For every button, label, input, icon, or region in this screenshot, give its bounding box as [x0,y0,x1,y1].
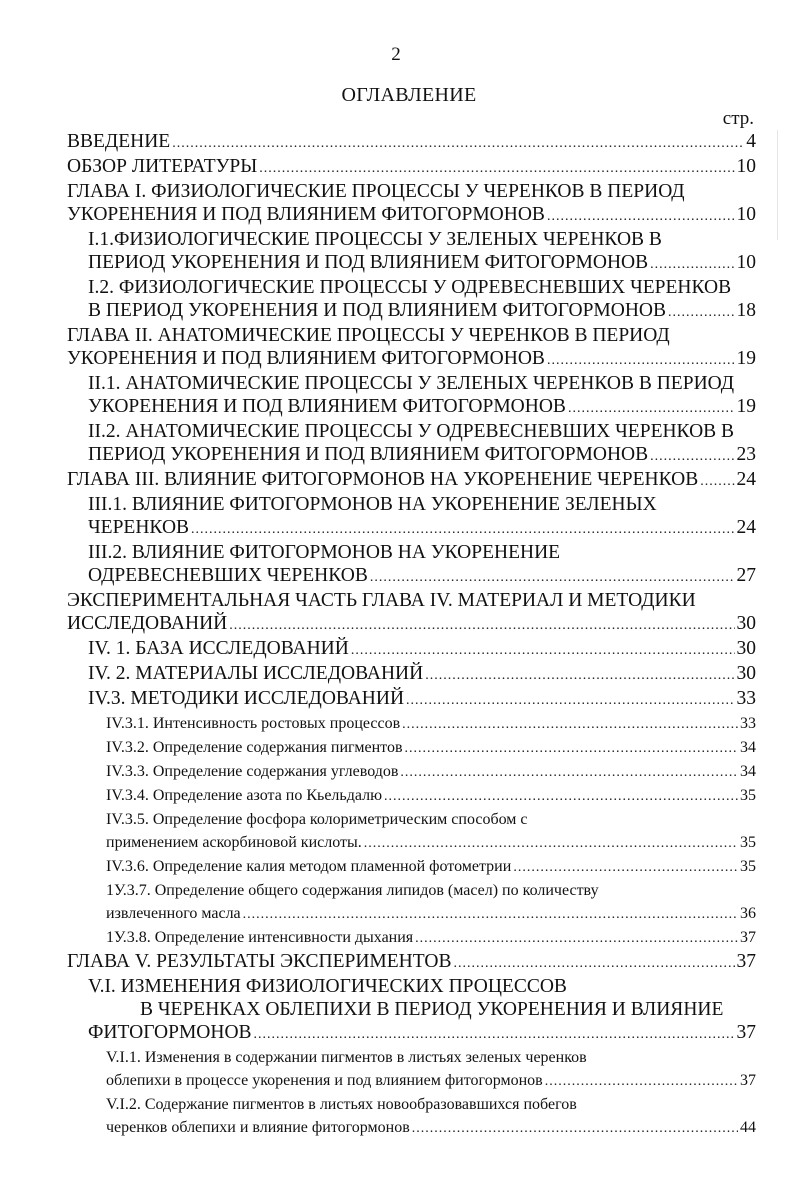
toc-page-number: 23 [736,444,756,465]
toc-entry[interactable] [88,687,756,712]
toc-entry-last-line [88,564,756,589]
toc-entry-text-line: IV.3.5. Определение фосфора колориметрическим способом с [106,811,528,828]
toc-entry[interactable] [106,926,756,950]
toc-entry-last-line [106,926,756,950]
toc-entry-title: ИССЛЕДОВАНИЙ [67,613,228,634]
toc-entry-title: IV.3.1. Интенсивность ростовых процессов [106,715,401,732]
toc-entry-text-line: ЭКСПЕРИМЕНТАЛЬНАЯ ЧАСТЬ ГЛАВА IV. МАТЕРИАЛ И МЕТОДИКИ [67,590,696,611]
toc-entry[interactable] [67,324,756,372]
toc-entry[interactable] [106,1046,756,1093]
toc-page-number: 30 [736,638,756,659]
toc-entry-title: ЧЕРЕНКОВ [88,517,190,538]
dot-leader [351,639,735,662]
toc-entry-title: ВВЕДЕНИЕ [67,131,171,152]
toc-page-number: 30 [736,613,756,634]
dot-leader [412,1117,738,1140]
toc-entry-text-line: I.1.ФИЗИОЛОГИЧЕСКИЕ ПРОЦЕССЫ У ЗЕЛЕНЫХ ЧЕРЕНКОВ В [88,229,662,250]
toc-entry-text-line: III.1. ВЛИЯНИЕ ФИТОГОРМОНОВ НА УКОРЕНЕНИЕ ЗЕЛЕНЫХ [88,494,657,515]
toc-entry[interactable] [88,662,756,687]
toc-page-number: 19 [736,396,756,417]
toc-entry-title: извлеченного масла [106,905,241,922]
dot-leader [191,518,734,541]
toc-entry-title: IV. 2. МАТЕРИАЛЫ ИССЛЕДОВАНИЙ [88,663,424,684]
toc-entry[interactable] [88,493,756,541]
toc-entry-text-line: II.2. АНАТОМИЧЕСКИЕ ПРОЦЕССЫ У ОДРЕВЕСНЕВШИХ ЧЕРЕНКОВ В [88,421,735,442]
toc-page-number: 33 [736,688,756,709]
toc-entry-title: УКОРЕНЕНИЯ И ПОД ВЛИЯНИЕМ ФИТОГОРМОНОВ [67,204,545,225]
toc-entry[interactable] [106,760,756,784]
toc-entry-title: ПЕРИОД УКОРЕНЕНИЯ И ПОД ВЛИЯНИЕМ ФИТОГОРМОНОВ [88,252,649,273]
toc-page-number: 24 [736,517,756,538]
toc-entry[interactable] [88,372,756,420]
toc-entry-text-line: V.I.2. Содержание пигментов в листьях новообразовавшихся побегов [106,1096,577,1113]
toc-entry-title: ГЛАВА V. РЕЗУЛЬТАТЫ ЭКСПЕРИМЕНТОВ [67,951,452,972]
toc-page-number: 10 [736,156,756,177]
dot-leader [650,253,734,276]
toc-page-number: 37 [740,1072,756,1089]
toc-entry-title: IV.3.6. Определение калия методом пламенной фотометрии [106,858,512,875]
dot-leader [172,132,744,155]
dot-leader [243,903,738,926]
toc-entry-last-line [67,612,756,637]
toc-entry-last-line [67,203,756,228]
toc-entry-last-line [106,736,756,760]
toc-entry[interactable] [67,180,756,228]
toc-entry-last-line [106,831,756,855]
dot-leader [254,1023,735,1046]
toc-entry-title: IV.3. МЕТОДИКИ ИССЛЕДОВАНИЙ [88,688,405,709]
toc-entry-title: В ПЕРИОД УКОРЕНЕНИЯ И ПОД ВЛИЯНИЕМ ФИТОГОРМОНОВ [88,300,667,321]
toc-entry-text-line: В ЧЕРЕНКАХ ОБЛЕПИХИ В ПЕРИОД УКОРЕНЕНИЯ И ВЛИЯНИЕ [140,999,724,1020]
toc-entry-last-line [88,637,756,662]
dot-leader [425,664,734,687]
toc-entry-last-line [106,712,756,736]
toc-entry-title: применением аскорбиновой кислоты. [106,834,362,851]
toc-entry[interactable] [106,879,756,926]
toc-entry-title: ОДРЕВЕСНЕВШИХ ЧЕРЕНКОВ [88,565,368,586]
toc-entry-title: облепихи в процессе укоренения и под влиянием фитогормонов [106,1072,543,1089]
dot-leader [405,737,738,760]
toc-page-number: 10 [736,252,756,273]
dot-leader [384,785,738,808]
toc-page-number: 44 [740,1119,756,1136]
toc-entry-text-line: V.I.1. Изменения в содержании пигментов в листьях зеленых черенков [106,1049,587,1066]
toc-entry-title: IV. 1. БАЗА ИССЛЕДОВАНИЙ [88,638,349,659]
toc-entry-last-line [67,130,756,155]
toc-page-number: 4 [746,131,756,152]
toc-page-number: 27 [736,565,756,586]
dot-leader [568,397,735,420]
dot-leader [547,205,735,228]
toc-entry-last-line [67,347,756,372]
dot-leader [402,713,738,736]
dot-leader [700,470,734,493]
toc-page-number: 34 [740,763,756,780]
toc-entry-last-line [106,855,756,879]
toc-entry-text-line: V.I. ИЗМЕНЕНИЯ ФИЗИОЛОГИЧЕСКИХ ПРОЦЕССОВ [88,976,567,997]
dot-leader [415,927,738,950]
toc-page-number: 19 [736,348,756,369]
toc-entry-last-line [88,299,756,324]
dot-leader [370,566,735,589]
toc-entry-text-line: I.2. ФИЗИОЛОГИЧЕСКИЕ ПРОЦЕССЫ У ОДРЕВЕСНЕВШИХ ЧЕРЕНКОВ [88,277,732,298]
toc-entry-last-line [106,1116,756,1140]
dot-leader [400,761,738,784]
toc-entry[interactable] [67,589,756,637]
toc-entry[interactable] [88,975,756,1046]
toc-entry-last-line [106,760,756,784]
toc-entry-last-line [106,784,756,808]
toc-entry[interactable] [67,155,756,180]
toc-entry[interactable] [106,855,756,879]
toc-entry[interactable] [67,950,756,975]
toc-entry-title: ПЕРИОД УКОРЕНЕНИЯ И ПОД ВЛИЯНИЕМ ФИТОГОРМОНОВ [88,444,649,465]
toc-entry-title: IV.3.2. Определение содержания пигментов [106,739,403,756]
toc-entry-text-line: III.2. ВЛИЯНИЕ ФИТОГОРМОНОВ НА УКОРЕНЕНИЕ [88,542,561,563]
page-number: 2 [391,44,401,65]
toc-entry-title: IV.3.3. Определение содержания углеводов [106,763,399,780]
toc-entry-text-line: II.1. АНАТОМИЧЕСКИЕ ПРОЦЕССЫ У ЗЕЛЕНЫХ ЧЕРЕНКОВ В ПЕРИОД [88,373,735,394]
toc-entry-last-line [88,516,756,541]
toc-entry-text-line: 1У.3.7. Определение общего содержания липидов (масел) по количеству [106,882,599,899]
toc-entry[interactable] [106,784,756,808]
dot-leader [229,614,734,637]
page-title: ОГЛАВЛЕНИЕ [341,84,477,106]
toc-page-number: 35 [740,834,756,851]
toc-entry-title: УКОРЕНЕНИЯ И ПОД ВЛИЯНИЕМ ФИТОГОРМОНОВ [88,396,566,417]
toc-entry-last-line [67,468,756,493]
toc-entry-last-line [88,395,756,420]
toc-page-number: 10 [736,204,756,225]
page-column-label: стр. [722,108,754,129]
toc-entry-last-line [88,1021,756,1046]
toc-entry[interactable] [106,736,756,760]
toc-page-number: 33 [740,715,756,732]
toc-entry[interactable] [88,276,756,324]
toc-page-number: 35 [740,787,756,804]
toc-entry[interactable] [67,468,756,493]
toc-entry[interactable] [88,420,756,468]
toc-entry-title: IV.3.4. Определение азота по Кьельдалю [106,787,383,804]
toc-entry-last-line [106,1069,756,1093]
toc-entry-last-line [106,902,756,926]
toc-entry[interactable] [106,1093,756,1140]
toc-page-number: 36 [740,905,756,922]
dot-leader [406,689,734,712]
toc-entry-title: УКОРЕНЕНИЯ И ПОД ВЛИЯНИЕМ ФИТОГОРМОНОВ [67,348,545,369]
toc-page-number: 30 [736,663,756,684]
toc-entry-last-line [88,443,756,468]
toc-entry-last-line [88,662,756,687]
toc-page-number: 24 [736,469,756,490]
toc-entry[interactable] [88,637,756,662]
toc-entry[interactable] [106,808,756,855]
toc-page-number: 37 [740,929,756,946]
toc-entry-last-line [88,251,756,276]
toc-entry-last-line [88,687,756,712]
toc-page-number: 18 [736,300,756,321]
dot-leader [364,832,738,855]
toc-entry-last-line [67,155,756,180]
toc-entry-title: ФИТОГОРМОНОВ [88,1022,252,1043]
toc-page-number: 35 [740,858,756,875]
dot-leader [454,952,735,975]
dot-leader [650,445,734,468]
toc-entry-last-line [67,950,756,975]
toc-page-number: 34 [740,739,756,756]
dot-leader [545,1070,738,1093]
toc-entry[interactable] [67,130,756,155]
toc-entry-title: 1У.3.8. Определение интенсивности дыхания [106,929,414,946]
table-of-contents [0,130,792,1140]
toc-entry-title: ОБЗОР ЛИТЕРАТУРЫ [67,156,258,177]
toc-page-number: 37 [736,951,756,972]
toc-entry[interactable] [88,228,756,276]
toc-page-number: 37 [736,1022,756,1043]
dot-leader [547,349,735,372]
dot-leader [668,301,734,324]
toc-entry-text-line: ГЛАВА I. ФИЗИОЛОГИЧЕСКИЕ ПРОЦЕССЫ У ЧЕРЕНКОВ В ПЕРИОД [67,181,685,202]
toc-entry-text-line: ГЛАВА II. АНАТОМИЧЕСКИЕ ПРОЦЕССЫ У ЧЕРЕНКОВ В ПЕРИОД [67,325,670,346]
toc-entry-title: ГЛАВА III. ВЛИЯНИЕ ФИТОГОРМОНОВ НА УКОРЕНЕНИЕ ЧЕРЕНКОВ [67,469,699,490]
dot-leader [513,856,738,879]
toc-entry[interactable] [88,541,756,589]
toc-entry[interactable] [106,712,756,736]
toc-entry-title: черенков облепихи и влияние фитогормонов [106,1119,410,1136]
dot-leader [259,157,734,180]
